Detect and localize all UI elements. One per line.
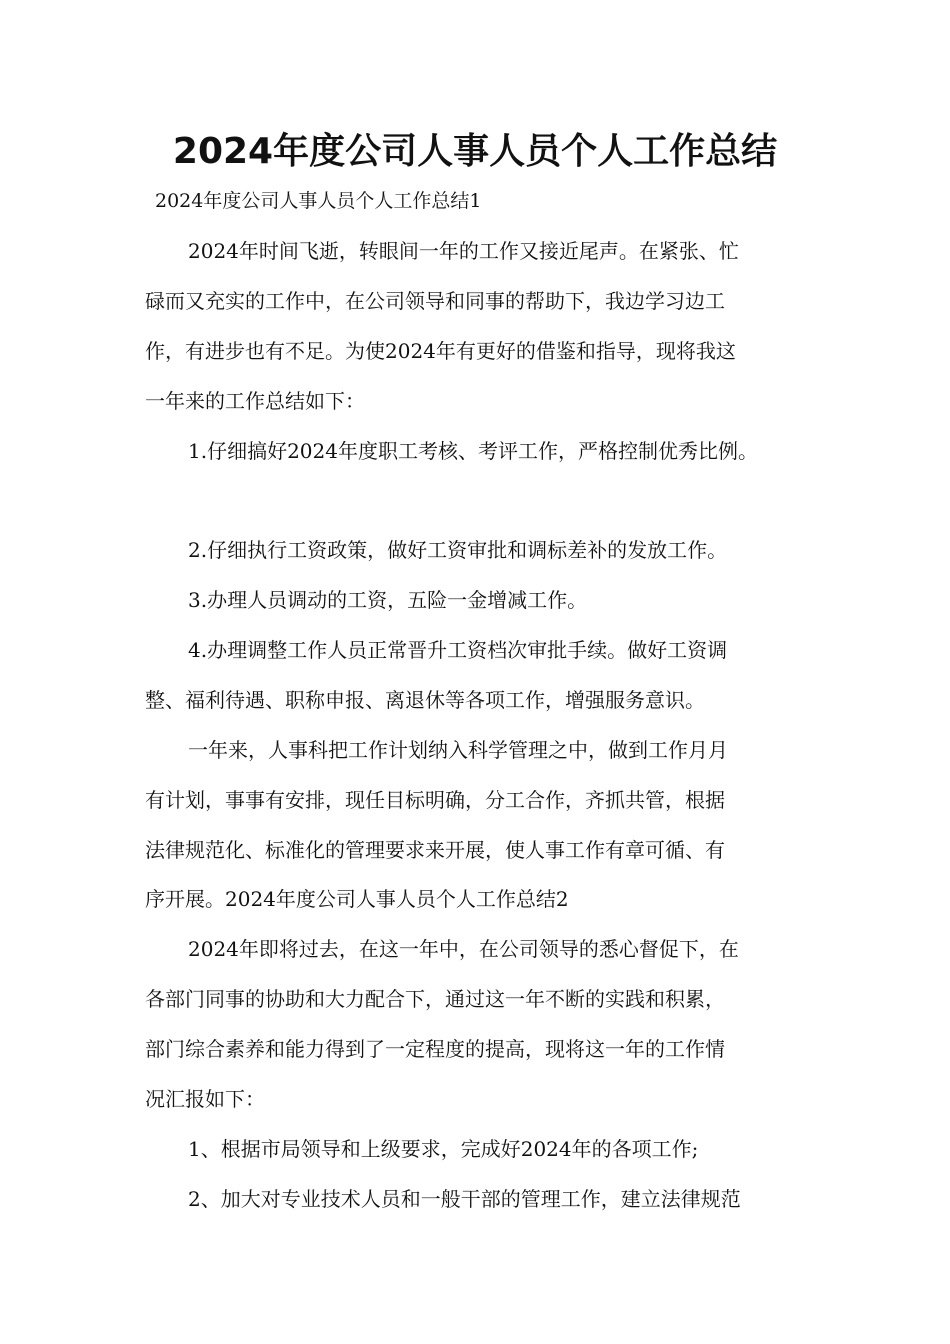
paragraph-line: 碌而又充实的工作中，在公司领导和同事的帮助下，我边学习边工 bbox=[145, 289, 725, 313]
list-item: 4.办理调整工作人员正常晋升工资档次审批手续。做好工资调 bbox=[188, 638, 728, 662]
paragraph-line: 部门综合素养和能力得到了一定程度的提高，现将这一年的工作情 bbox=[145, 1037, 725, 1061]
paragraph-line: 一年来的工作总结如下： bbox=[145, 389, 365, 413]
list-item: 3.办理人员调动的工资，五险一金增减工作。 bbox=[188, 588, 588, 612]
paragraph-line: 况汇报如下： bbox=[145, 1087, 265, 1111]
paragraph-line: 有计划，事事有安排，现任目标明确，分工合作，齐抓共管，根据 bbox=[145, 788, 725, 812]
paragraph-line: 整、福利待遇、职称申报、离退休等各项工作，增强服务意识。 bbox=[145, 688, 705, 712]
list-item: 1.仔细搞好2024年度职工考核、考评工作，严格控制优秀比例。 bbox=[188, 439, 758, 463]
paragraph-line: 2024年时间飞逝，转眼间一年的工作又接近尾声。在紧张、忙 bbox=[188, 239, 739, 263]
paragraph-line: 作，有进步也有不足。为使2024年有更好的借鉴和指导，现将我这 bbox=[145, 339, 736, 363]
list-item: 2.仔细执行工资政策，做好工资审批和调标差补的发放工作。 bbox=[188, 538, 728, 562]
paragraph-line: 序开展。2024年度公司人事人员个人工作总结2 bbox=[145, 887, 569, 911]
document-title: 2024年度公司人事人员个人工作总结 bbox=[172, 131, 778, 172]
section-heading-1: 2024年度公司人事人员个人工作总结1 bbox=[155, 190, 482, 212]
list-item: 1、根据市局领导和上级要求，完成好2024年的各项工作; bbox=[188, 1137, 699, 1161]
paragraph-line: 各部门同事的协助和大力配合下，通过这一年不断的实践和积累， bbox=[145, 987, 725, 1011]
paragraph-line: 一年来，人事科把工作计划纳入科学管理之中，做到工作月月 bbox=[188, 738, 728, 762]
list-item: 2、加大对专业技术人员和一般干部的管理工作，建立法律规范 bbox=[188, 1187, 741, 1211]
paragraph-line: 2024年即将过去，在这一年中，在公司领导的悉心督促下，在 bbox=[188, 937, 739, 961]
paragraph-line: 法律规范化、标准化的管理要求来开展，使人事工作有章可循、有 bbox=[145, 838, 725, 862]
